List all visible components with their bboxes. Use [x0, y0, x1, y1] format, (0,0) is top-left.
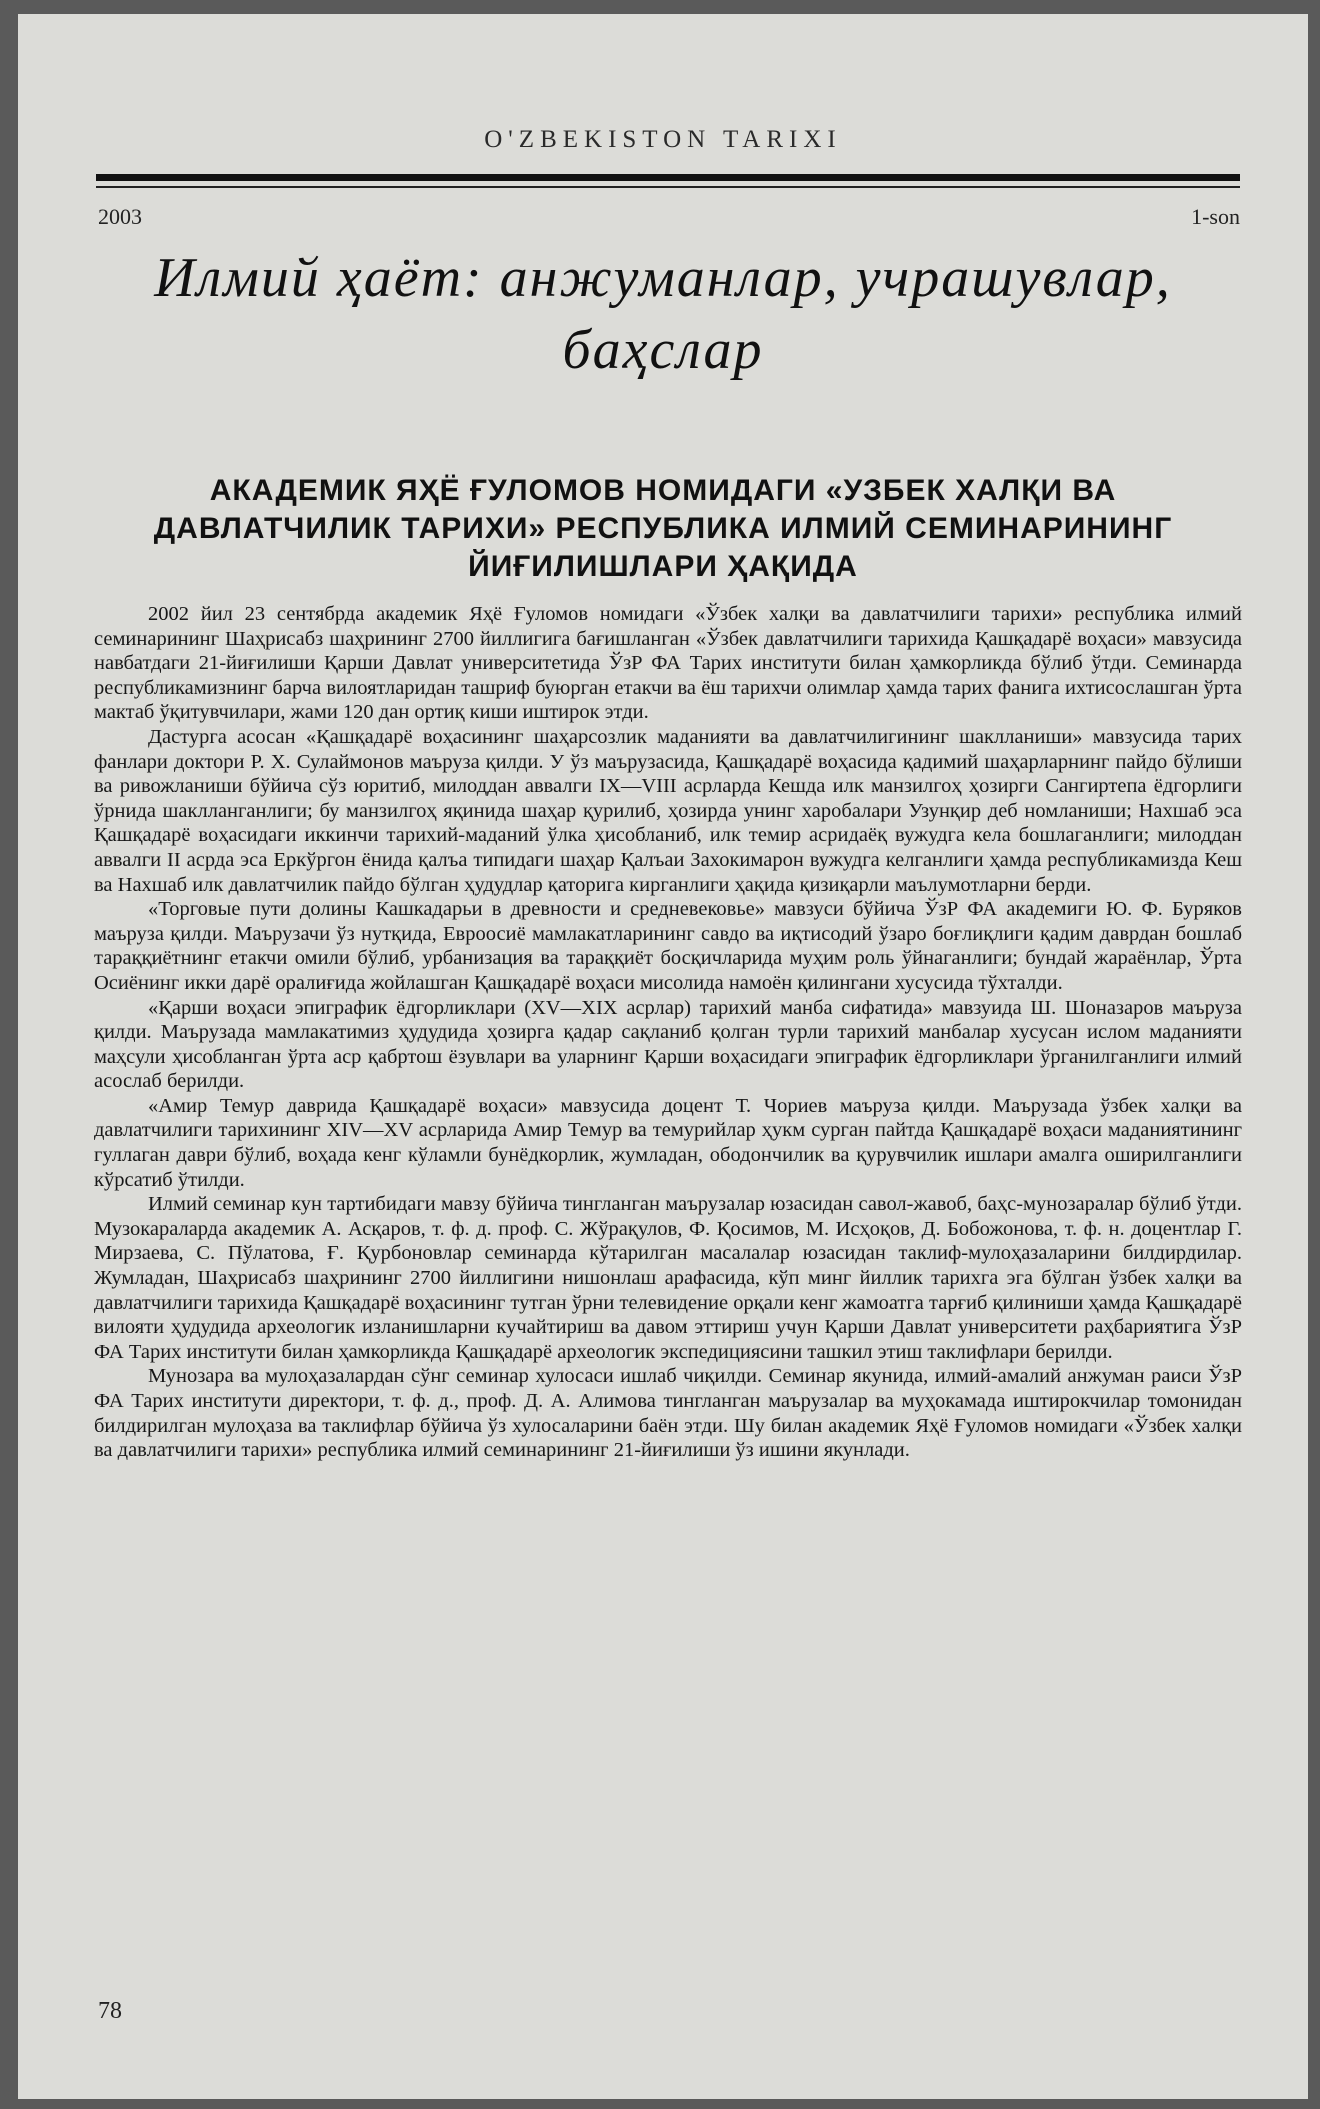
paragraph: Илмий семинар кун тартибидаги мавзу бўйича тингланган маърузалар юзасидан савол-жавоб, баҳс-мунозаралар бўлиб ўтди. Музокараларда академик А. Асқаров, т. ф. д. проф. С. Жўрақулов, Ф. Қосимов, М. Исҳоқов, Д. Бобожонова, т. ф. н. доцентлар Г. Мирзаева, С. Пўлатова, Ғ. Қурбоновлар семинарда кўтарилган масалалар юзасидан таклиф-мулоҳазаларини билдирдилар. Жумладан, Шаҳрисабз шаҳрининг 2700 йиллигини нишонлаш арафасида, кўп минг йиллик тарихга эга бўлган ўзбек халқи ва давлатчилиги тарихида Қашқадарё воҳасининг тутган ўрни телевидение орқали кенг жамоатга тарғиб қилиниши ҳамда Қашқадарё вилояти ҳудудида археологик изланишларни кучайтириш ва давом эттириш учун Қарши Давлат университети раҳбариятига ЎзР ФА Тарих институти билан ҳамкорликда Қашқадарё археологик экспедициясини ташкил этиш таклифлари берилди.	[94, 1193, 1242, 1363]
header-rule-thick	[96, 174, 1240, 181]
paragraph: 2002 йил 23 сентябрда академик Яҳё Ғуломов номидаги «Ўзбек халқи ва давлатчилиги тарихи» республика илмий семинарининг Шаҳрисабз шаҳрининг 2700 йиллигига бағишланган «Ўзбек давлатчилиги тарихида Қашқадарё воҳаси» мавзусида навбатдаги 21-йиғилиши Қарши Давлат университетида ЎзР ФА Тарих институти билан ҳамкорликда бўлиб ўтди. Семинарда республикамизнинг барча вилоятларидан ташриф буюрган етакчи ва ёш тарихчи олимлар ҳамда тарих фанига ихтисослашган ўрта мактаб ўқитувчилари, жами 120 дан ортиқ киши иштирок этди.	[94, 603, 1242, 724]
paragraph: «Қарши воҳаси эпиграфик ёдгорликлари (XV—XIX асрлар) тарихий манба сифатида» мавзуида Ш. Шоназаров маъруза қилди. Маърузада мамлакатимиз ҳудудида ҳозирга қадар сақланиб қолган турли тарихий манбалар хусусан ислом маданияти маҳсули ҳисобланган ўрта аср қабртош ёзувлари ва уларнинг Қарши воҳасидаги эпиграфик ёдгорликлари ўрганилганлиги илмий асослаб берилди.	[94, 996, 1242, 1093]
article-body	[94, 602, 1242, 1463]
issue-number: 1-son	[1191, 204, 1240, 229]
paragraph: «Торговые пути долины Кашкадарьи в древности и средневековье» мавзуси бўйича ЎзР ФА академиги Ю. Ф. Буряков маъруза қилди. Маърузачи ўз нутқида, Евроосиё мамлакатларининг савдо ва иқтисодий ўзаро боғлиқлиги қадим даврдан бошлаб тараққиётнинг етакчи омили бўлиб, урбанизация ва тараққиёт босқичларида муҳим роль ўйнаганлиги; бундай жараёнлар, Ўрта Осиёнинг икки дарё оралиғида жойлашган Қашқадарё воҳаси мисолида намоён қилингани хусусида тўхталди.	[94, 898, 1242, 994]
page-number: 78	[98, 1998, 122, 2024]
section-title: Илмий ҳаёт: анжуманлар, учрашувлар, баҳслар	[154, 247, 1172, 381]
paragraph: «Амир Темур даврида Қашқадарё воҳаси» мавзусида доцент Т. Чориев маъруза қилди. Маърузада ўзбек халқи ва давлатчилиги тарихининг XIV—XV асрларида Амир Темур ва темурийлар ҳукм сурган пайтда Қашқадарё воҳаси маданиятининг гуллаган даври бўлиб, воҳада кенг кўламли бунёдкорлик, жумладан, ободончилик ва қурувчилик ишлари амалга оширилганлиги кўрсатиб ўтилди.	[94, 1094, 1242, 1191]
header-rule-thin	[96, 186, 1240, 188]
journal-page	[18, 14, 1308, 2099]
issue-year: 2003	[98, 204, 142, 229]
journal-title: O'ZBEKISTON TARIXI	[484, 126, 842, 153]
paragraph: Дастурга асосан «Қашқадарё воҳасининг шаҳарсозлик маданияти ва давлатчилигининг шаклланиши» мавзусида тарих фанлари доктори Р. Х. Сулаймонов маъруза қилди. У ўз маърузасида, Қашқадарё воҳасида қадимий шаҳарларнинг пайдо бўлиши ва ривожланиши бўйича сўз юритиб, милоддан аввалги IX—VIII асрларда Кешда илк манзилгоҳ ҳозирги Сангиртепа ёдгорлиги ўрнида шаклланганлиги; бу манзилгоҳ яқинида шаҳар қурилиб, ҳозирда унинг харобалари Узунқир деб номланиши; Нахшаб эса Қашқадарё воҳасидаги иккинчи тарихий-маданий ўлка ҳисобланиб, илк темир асридаёқ вужудга кела бошлаганлиги; милоддан аввалги II асрда эса Еркўргон ёнида қалъа типидаги шаҳар Қалъаи Захокимарон вужудга келганлиги ҳамда республикамизда Кеш ва Нахшаб илк давлатчилик пайдо бўлган ҳудудлар қаторига кирганлиги ҳақида қизиқарли маълумотларни берди.	[94, 725, 1242, 896]
article-title: АКАДЕМИК ЯҲЁ ҒУЛОМОВ НОМИДАГИ «УЗБЕК ХАЛҚИ ВА ДАВЛАТЧИЛИК ТАРИХИ» РЕСПУБЛИКА ИЛМИЙ СЕМИНАРИНИНГ ЙИҒИЛИШЛАРИ ҲАҚИДА	[153, 474, 1173, 583]
paragraph: Мунозара ва мулоҳазалардан сўнг семинар хулосаси ишлаб чиқилди. Семинар якунида, илмий-амалий анжуман раиси ЎзР ФА Тарих институти директори, т. ф. д., проф. Д. А. Алимова тингланган маърузалар ва муҳокамада иштирокчилар томонидан билдирилган мулоҳаза ва таклифлар бўйича ўз хулосаларини баён этди. Шу билан академик Яҳё Ғуломов номидаги «Ўзбек халқи ва давлатчилиги тарихи» республика илмий семинарининг 21-йиғилиши ўз ишини якунлади.	[94, 1365, 1242, 1462]
